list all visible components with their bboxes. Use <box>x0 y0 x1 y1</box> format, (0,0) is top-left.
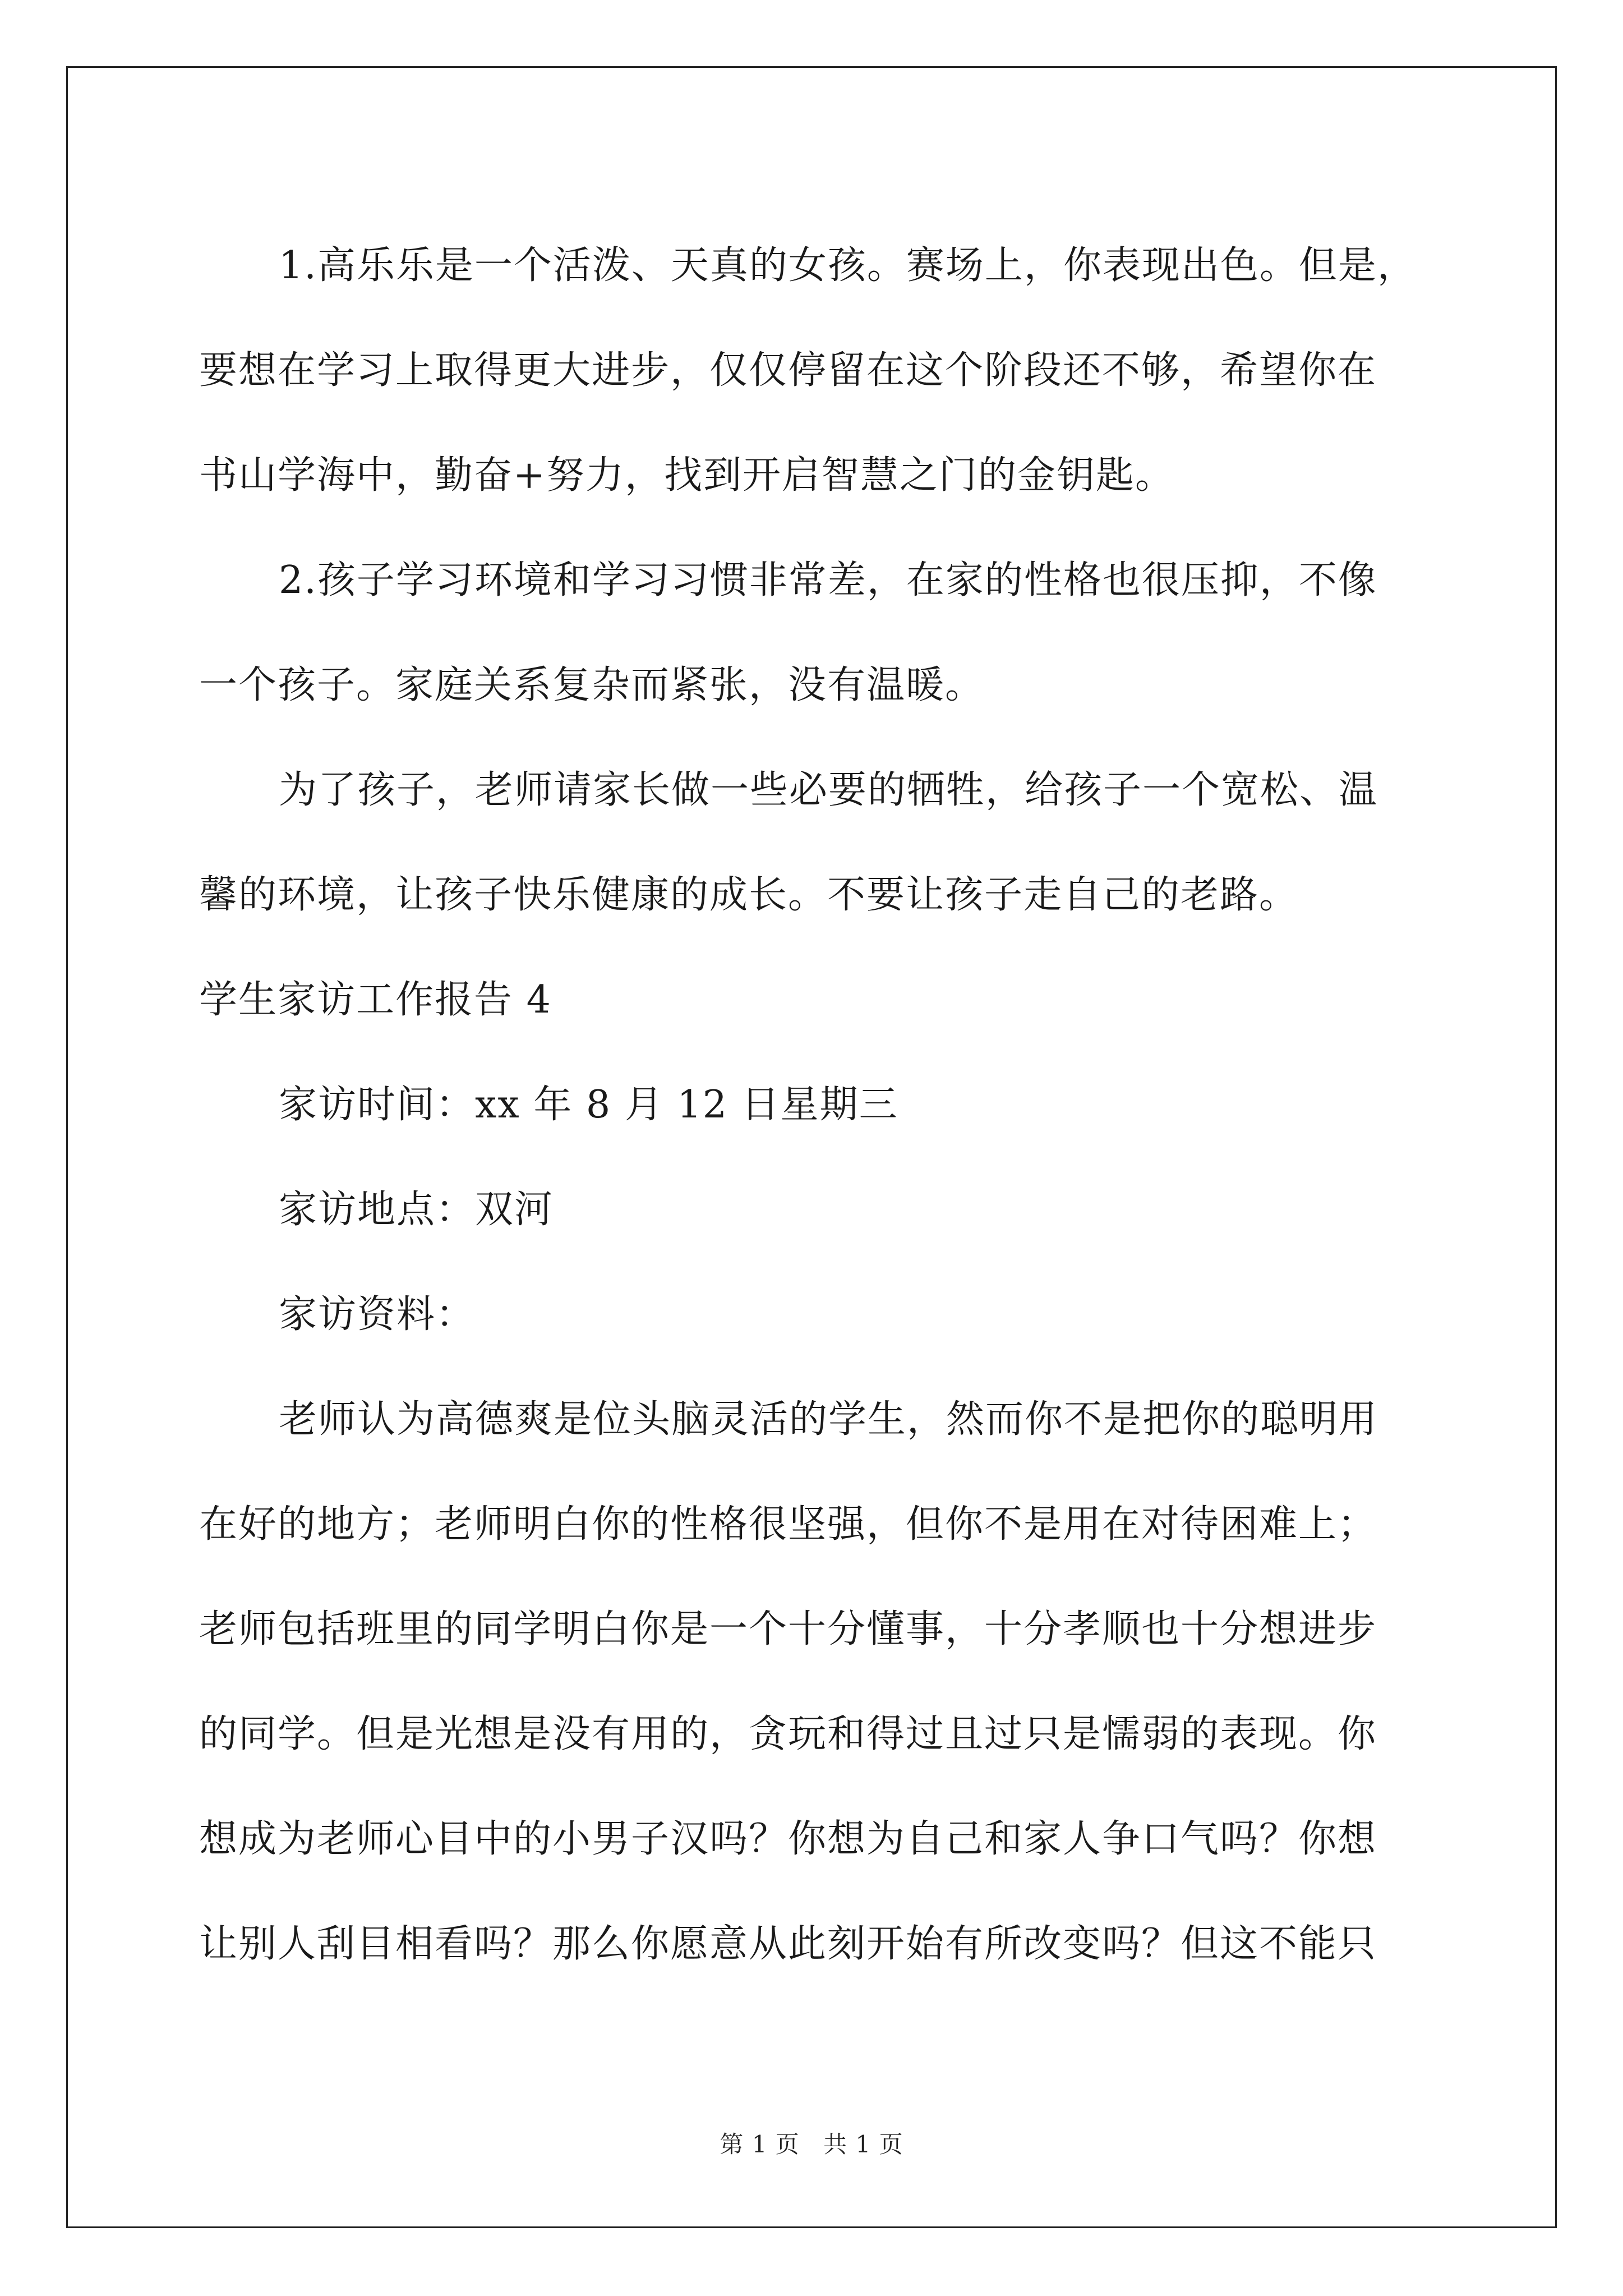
paragraph-line: 老师包括班里的同学明白你是一个十分懂事，十分孝顺也十分想进步 <box>199 1607 1377 1651</box>
page-footer <box>0 2126 1623 2160</box>
document-body <box>199 213 1433 1996</box>
visit-materials-label: 家访资料： <box>279 1292 476 1337</box>
paragraph-line: 的同学。但是光想是没有用的，贪玩和得过且过只是懦弱的表现。你 <box>199 1712 1377 1756</box>
paragraph-line: 让别人刮目相看吗？那么你愿意从此刻开始有所改变吗？但这不能只 <box>199 1922 1377 1966</box>
paragraph-line: 书山学海中，勤奋+努力，找到开启智慧之门的金钥匙。 <box>199 453 1174 498</box>
visit-time: 家访时间：xx 年 8 月 12 日星期三 <box>279 1083 898 1127</box>
paragraph-line: 馨的环境，让孩子快乐健康的成长。不要让孩子走自己的老路。 <box>199 873 1299 917</box>
section-heading: 学生家访工作报告 4 <box>199 978 552 1022</box>
paragraph-line: 1.高乐乐是一个活泼、天真的女孩。赛场上，你表现出色。但是， <box>279 243 1417 288</box>
page-total: 共 1 页 <box>823 2131 903 2158</box>
paragraph-line: 为了孩子，老师请家长做一些必要的牺牲，给孩子一个宽松、温 <box>279 768 1378 812</box>
visit-location: 家访地点：双河 <box>279 1188 554 1232</box>
paragraph-line: 想成为老师心目中的小男子汉吗？你想为自己和家人争口气吗？你想 <box>199 1817 1377 1861</box>
paragraph-line: 2.孩子学习环境和学习习惯非常差，在家的性格也很压抑，不像 <box>279 558 1377 602</box>
paragraph-line: 老师认为高德爽是位头脑灵活的学生，然而你不是把你的聪明用 <box>279 1397 1378 1442</box>
paragraph-line: 要想在学习上取得更大进步，仅仅停留在这个阶段还不够，希望你在 <box>199 348 1377 393</box>
paragraph-line: 一个孩子。家庭关系复杂而紧张，没有温暖。 <box>199 663 985 707</box>
paragraph-line: 在好的地方；老师明白你的性格很坚强，但你不是用在对待困难上； <box>199 1502 1377 1547</box>
page-number: 第 1 页 <box>720 2131 800 2158</box>
